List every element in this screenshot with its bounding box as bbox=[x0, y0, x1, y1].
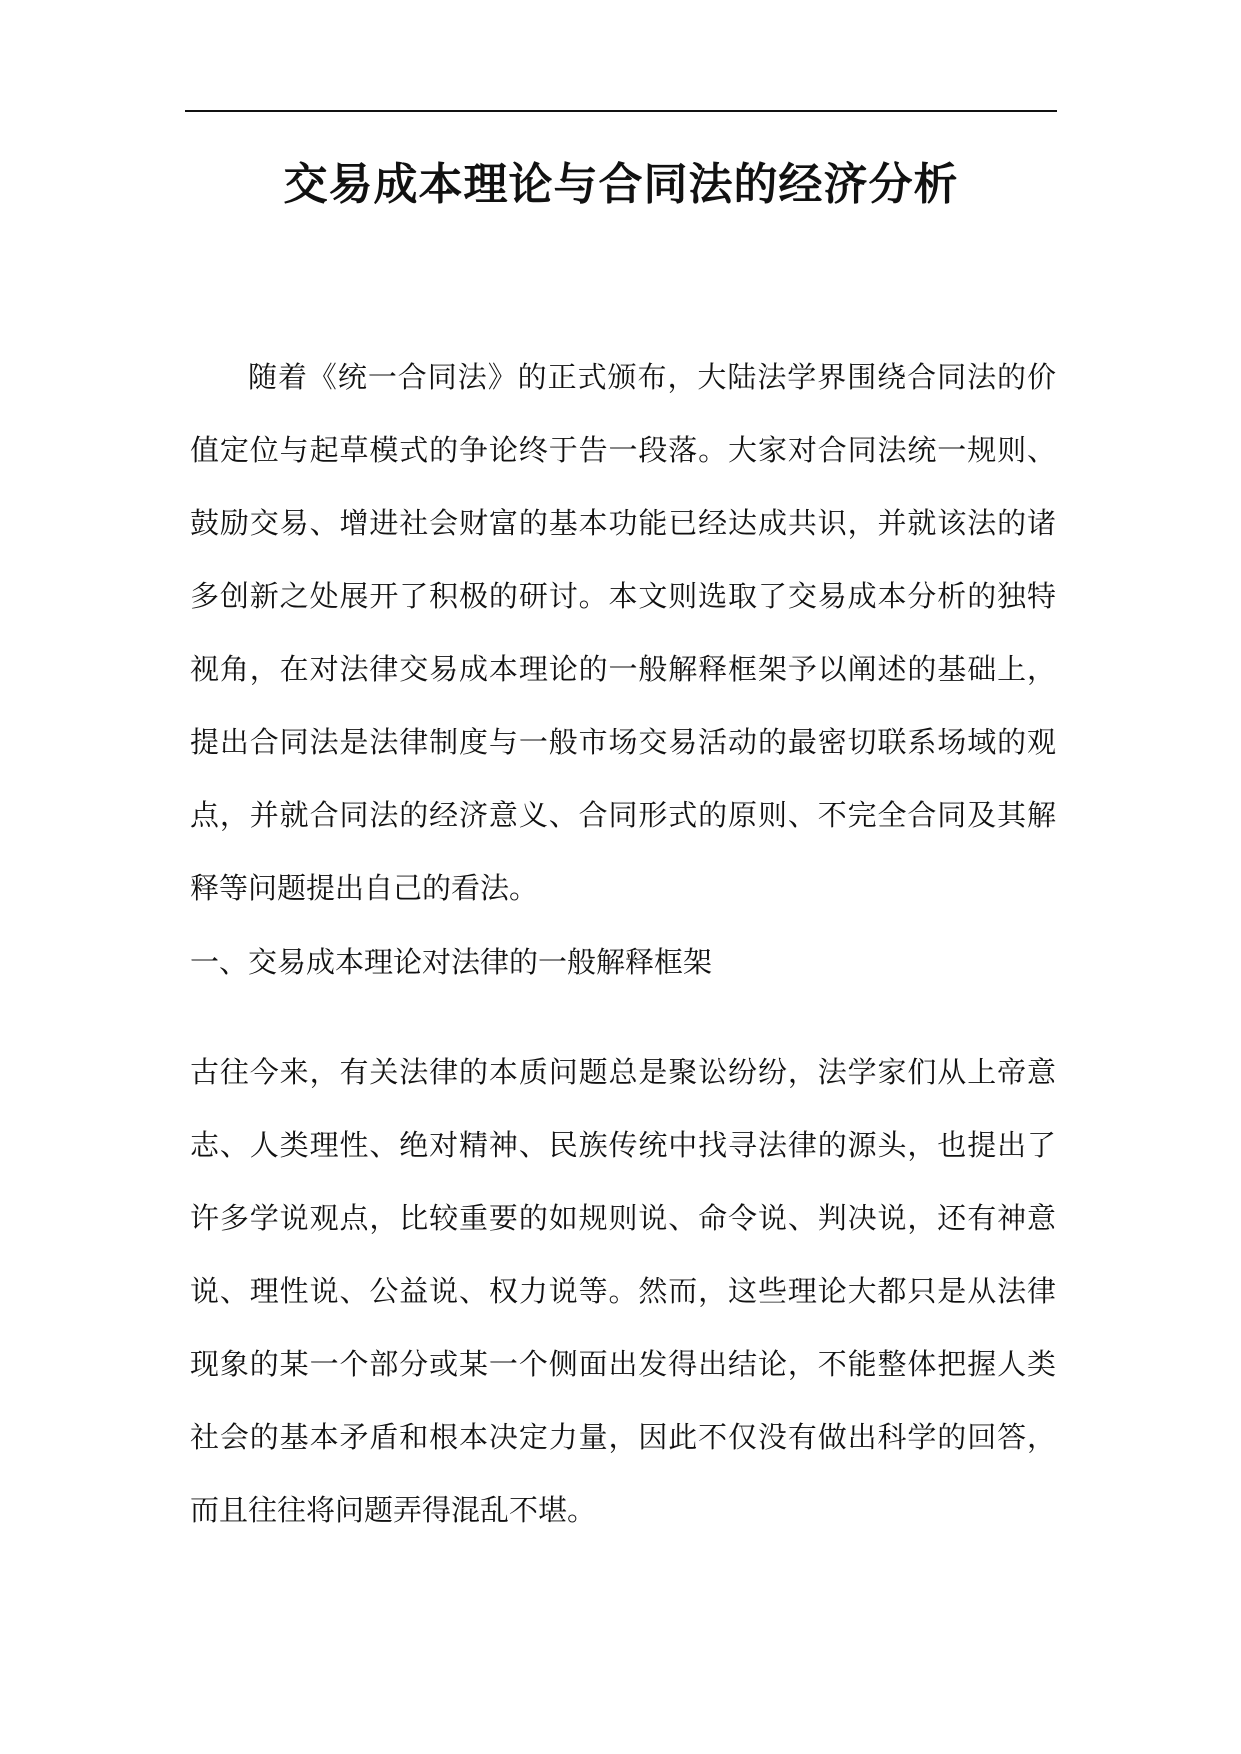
header-rule bbox=[185, 110, 1057, 112]
body-paragraph: 古往今来，有关法律的本质问题总是聚讼纷纷，法学家们从上帝意志、人类理性、绝对精神、民族传统中找寻法律的源头，也提出了许多学说观点，比较重要的如规则说、命令说、判决说，还有神意说、理性说、公益说、权力说等。然而，这些理论大都只是从法律现象的某一个部分或某一个侧面出发得出结论，不能整体把握人类社会的基本矛盾和根本决定力量，因此不仅没有做出科学的回答，而且往往将问题弄得混乱不堪。 bbox=[190, 1055, 1056, 1527]
section-heading: 一、交易成本理论对法律的一般解释框架 bbox=[190, 945, 713, 979]
document-title: 交易成本理论与合同法的经济分析 bbox=[283, 159, 959, 210]
intro-paragraph: 随着《统一合同法》的正式颁布，大陆法学界围绕合同法的价值定位与起草模式的争论终于告一段落。大家对合同法统一规则、鼓励交易、增进社会财富的基本功能已经达成共识，并就该法的诸多创新之处展开了积极的研讨。本文则选取了交易成本分析的独特视角，在对法律交易成本理论的一般解释框架予以阐述的基础上，提出合同法是法律制度与一般市场交易活动的最密切联系场域的观点，并就合同法的经济意义、合同形式的原则、不完全合同及其解释等问题提出自己的看法。 bbox=[190, 360, 1056, 905]
